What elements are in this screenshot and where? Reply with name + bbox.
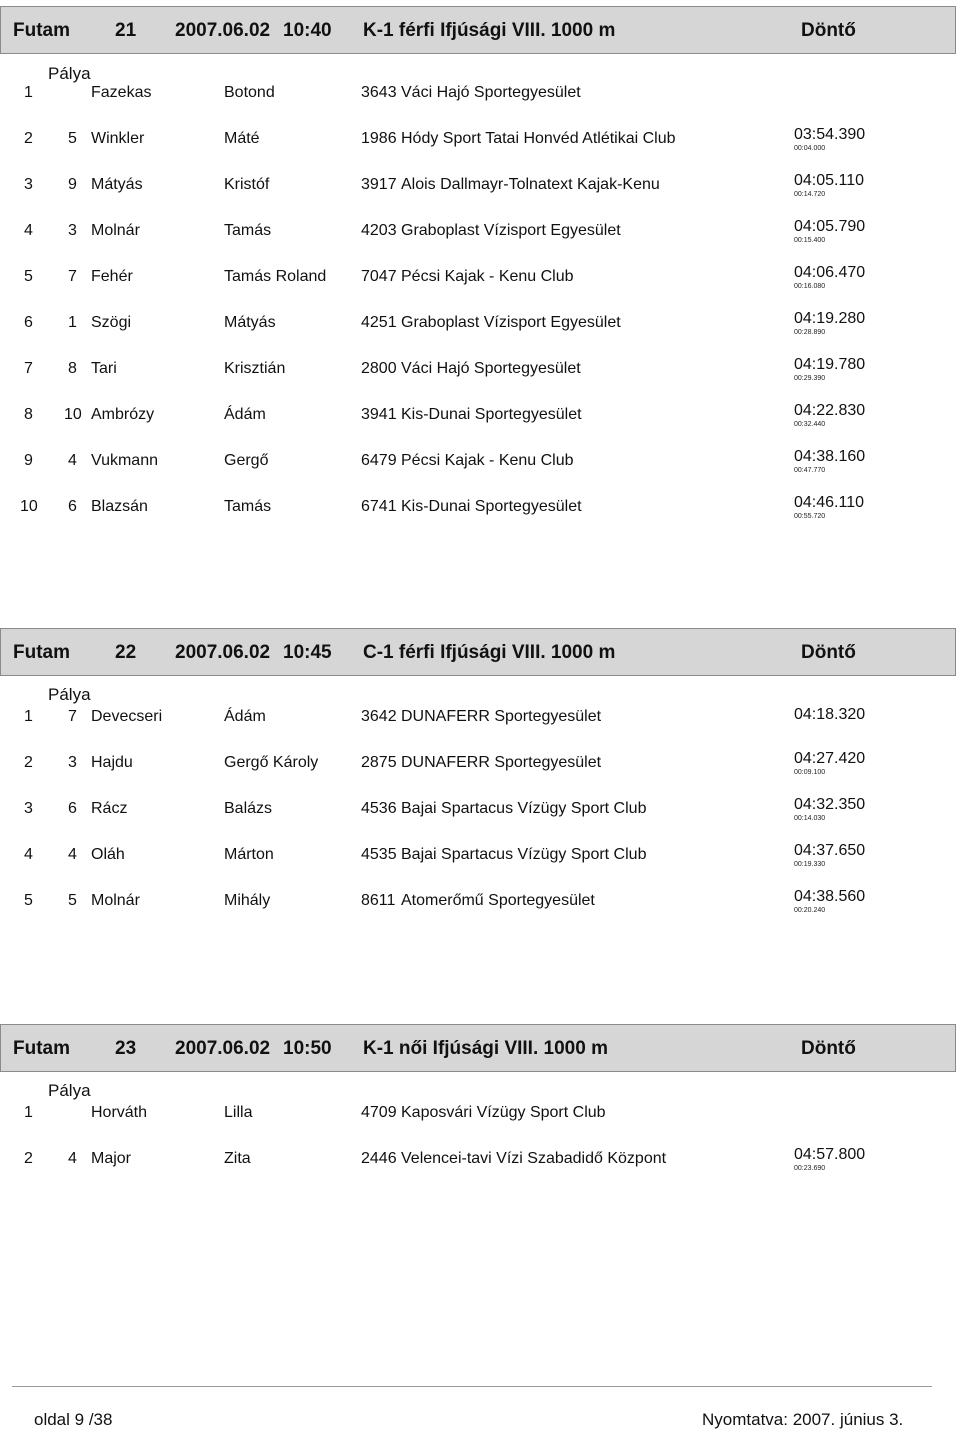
- lane: 4: [68, 1150, 77, 1167]
- last-name: Devecseri: [91, 708, 163, 725]
- final-label: Döntő: [801, 1038, 856, 1059]
- lane: 6: [68, 498, 77, 515]
- athlete-code: 4535: [361, 846, 397, 863]
- lane: 7: [68, 708, 77, 725]
- finish-time: 04:18.320: [794, 706, 866, 723]
- club-name: Kis-Dunai Sportegyesület: [401, 498, 582, 515]
- athlete-code: 2800: [361, 360, 397, 377]
- result-row: [0, 448, 960, 498]
- race-header: [0, 6, 956, 54]
- last-name: Molnár: [91, 892, 140, 909]
- lane-column-label: Pálya: [48, 1081, 91, 1100]
- first-name: Lilla: [224, 1104, 253, 1121]
- race-header: [0, 628, 956, 676]
- result-row: [0, 842, 960, 892]
- final-label: Döntő: [801, 642, 856, 663]
- place: 2: [24, 130, 33, 147]
- last-name: Molnár: [91, 222, 140, 239]
- athlete-code: 2875: [361, 754, 397, 771]
- first-name: Tamás: [224, 222, 272, 239]
- result-row: [0, 750, 960, 800]
- athlete-code: 1986: [361, 130, 397, 147]
- last-name: Hajdu: [91, 754, 133, 771]
- club-name: DUNAFERR Sportegyesület: [401, 708, 602, 725]
- club-name: Velencei-tavi Vízi Szabadidő Központ: [401, 1150, 667, 1167]
- result-row: [0, 126, 960, 176]
- time-difference: 00:19.330: [794, 861, 826, 868]
- athlete-code: 4203: [361, 222, 397, 239]
- last-name: Oláh: [91, 846, 125, 863]
- place: 4: [24, 222, 33, 239]
- club-name: Atomerőmű Sportegyesület: [401, 892, 595, 909]
- finish-time: 04:32.350: [794, 796, 866, 813]
- result-row: [0, 796, 960, 846]
- race-header: [0, 1024, 956, 1072]
- result-row: [0, 888, 960, 938]
- club-name: Kaposvári Vízügy Sport Club: [401, 1104, 606, 1121]
- club-name: Hódy Sport Tatai Honvéd Atlétikai Club: [401, 130, 676, 147]
- time-difference: 00:14.030: [794, 815, 826, 822]
- place: 3: [24, 800, 33, 817]
- futam-label: Futam: [13, 642, 70, 663]
- time-difference: 00:23.690: [794, 1165, 826, 1172]
- first-name: Tamás: [224, 498, 272, 515]
- result-row: [0, 1146, 960, 1196]
- club-name: Graboplast Vízisport Egyesület: [401, 222, 621, 239]
- finish-time: 04:38.560: [794, 888, 866, 905]
- result-row: [0, 264, 960, 314]
- race-category: C-1 férfi Ifjúsági VIII. 1000 m: [363, 642, 616, 663]
- result-row: [0, 494, 960, 544]
- last-name: Blazsán: [91, 498, 148, 515]
- club-name: Váci Hajó Sportegyesület: [401, 84, 581, 101]
- place: 6: [24, 314, 33, 331]
- first-name: Ádám: [224, 406, 266, 423]
- first-name: Tamás Roland: [224, 268, 327, 285]
- finish-time: 04:05.790: [794, 218, 866, 235]
- lane: 3: [68, 754, 77, 771]
- last-name: Major: [91, 1150, 132, 1167]
- place: 9: [24, 452, 33, 469]
- finish-time: 04:27.420: [794, 750, 866, 767]
- result-row: [0, 1104, 960, 1150]
- last-name: Vukmann: [91, 452, 158, 469]
- race-date: 2007.06.02: [175, 1038, 271, 1059]
- footer-divider: [12, 1386, 932, 1387]
- finish-time: 04:22.830: [794, 402, 866, 419]
- finish-time: 04:38.160: [794, 448, 866, 465]
- race-time: 10:40: [283, 20, 332, 41]
- race-date: 2007.06.02: [175, 20, 271, 41]
- print-date: Nyomtatva: 2007. június 3.: [702, 1410, 904, 1429]
- club-name: Alois Dallmayr-Tolnatext Kajak-Kenu: [401, 176, 660, 193]
- first-name: Ádám: [224, 708, 266, 725]
- lane: 10: [64, 406, 82, 423]
- place: 5: [24, 268, 33, 285]
- last-name: Winkler: [91, 130, 145, 147]
- finish-time: 04:57.800: [794, 1146, 866, 1163]
- lane: 7: [68, 268, 77, 285]
- race-category: K-1 férfi Ifjúsági VIII. 1000 m: [363, 20, 616, 41]
- last-name: Fehér: [91, 268, 133, 285]
- result-row: [0, 402, 960, 452]
- athlete-code: 3941: [361, 406, 397, 423]
- place: 1: [24, 708, 33, 725]
- athlete-code: 3642: [361, 708, 397, 725]
- lane-column-label: Pálya: [48, 64, 91, 83]
- time-difference: 00:47.770: [794, 467, 826, 474]
- club-name: Pécsi Kajak - Kenu Club: [401, 268, 574, 285]
- time-difference: 00:28.890: [794, 329, 826, 336]
- lane: 4: [68, 846, 77, 863]
- athlete-code: 6741: [361, 498, 397, 515]
- time-difference: 00:09.100: [794, 769, 826, 776]
- last-name: Szögi: [91, 314, 132, 331]
- time-difference: 00:15.400: [794, 237, 826, 244]
- athlete-code: 4251: [361, 314, 397, 331]
- time-difference: 00:55.720: [794, 513, 826, 520]
- place: 7: [24, 360, 33, 377]
- club-name: Bajai Spartacus Vízügy Sport Club: [401, 800, 647, 817]
- lane: 9: [68, 176, 77, 193]
- race-time: 10:50: [283, 1038, 332, 1059]
- club-name: Pécsi Kajak - Kenu Club: [401, 452, 574, 469]
- athlete-code: 3917: [361, 176, 397, 193]
- first-name: Krisztián: [224, 360, 286, 377]
- lane: 6: [68, 800, 77, 817]
- first-name: Botond: [224, 84, 275, 101]
- time-difference: 00:14.720: [794, 191, 826, 198]
- time-difference: 00:32.440: [794, 421, 826, 428]
- race-category: K-1 női Ifjúsági VIII. 1000 m: [363, 1038, 608, 1059]
- lane: 5: [68, 130, 77, 147]
- time-difference: 00:29.390: [794, 375, 826, 382]
- result-row: [0, 218, 960, 268]
- finish-time: 04:19.280: [794, 310, 866, 327]
- club-name: Kis-Dunai Sportegyesület: [401, 406, 582, 423]
- first-name: Gergő Károly: [224, 754, 319, 771]
- futam-label: Futam: [13, 20, 70, 41]
- last-name: Horváth: [91, 1104, 148, 1121]
- time-difference: 00:04.000: [794, 145, 826, 152]
- time-difference: 00:20.240: [794, 907, 826, 914]
- page-number: oldal 9 /38: [34, 1410, 113, 1429]
- last-name: Ambrózy: [91, 406, 155, 423]
- lane-column-label: Pálya: [48, 685, 91, 704]
- first-name: Kristóf: [224, 176, 270, 193]
- finish-time: 04:06.470: [794, 264, 866, 281]
- athlete-code: 2446: [361, 1150, 397, 1167]
- result-row: [0, 708, 960, 754]
- athlete-code: 6479: [361, 452, 397, 469]
- first-name: Zita: [224, 1150, 251, 1167]
- place: 1: [24, 84, 33, 101]
- finish-time: 04:19.780: [794, 356, 866, 373]
- first-name: Mátyás: [224, 314, 276, 331]
- result-row: [0, 84, 960, 130]
- athlete-code: 3643: [361, 84, 397, 101]
- athlete-code: 7047: [361, 268, 397, 285]
- race-date: 2007.06.02: [175, 642, 271, 663]
- place: 5: [24, 892, 33, 909]
- futam-label: Futam: [13, 1038, 70, 1059]
- lane: 4: [68, 452, 77, 469]
- first-name: Gergő: [224, 452, 269, 469]
- finish-time: 04:05.110: [794, 172, 864, 189]
- athlete-code: 8611: [361, 892, 396, 909]
- first-name: Mihály: [224, 892, 271, 909]
- lane: 8: [68, 360, 77, 377]
- place: 3: [24, 176, 33, 193]
- place: 4: [24, 846, 33, 863]
- result-row: [0, 310, 960, 360]
- last-name: Mátyás: [91, 176, 143, 193]
- place: 2: [24, 754, 33, 771]
- lane: 1: [68, 314, 77, 331]
- finish-time: 04:37.650: [794, 842, 866, 859]
- finish-time: 04:46.110: [794, 494, 864, 511]
- time-difference: 00:16.080: [794, 283, 826, 290]
- club-name: DUNAFERR Sportegyesület: [401, 754, 602, 771]
- first-name: Balázs: [224, 800, 273, 817]
- first-name: Márton: [224, 846, 274, 863]
- finish-time: 03:54.390: [794, 126, 866, 143]
- athlete-code: 4709: [361, 1104, 397, 1121]
- club-name: Váci Hajó Sportegyesület: [401, 360, 581, 377]
- final-label: Döntő: [801, 20, 856, 41]
- result-row: [0, 356, 960, 406]
- athlete-code: 4536: [361, 800, 397, 817]
- place: 10: [20, 498, 38, 515]
- club-name: Graboplast Vízisport Egyesület: [401, 314, 621, 331]
- place: 8: [24, 406, 33, 423]
- last-name: Tari: [91, 360, 117, 377]
- first-name: Máté: [224, 130, 260, 147]
- race-number: 22: [115, 642, 137, 663]
- club-name: Bajai Spartacus Vízügy Sport Club: [401, 846, 647, 863]
- result-row: [0, 172, 960, 222]
- last-name: Rácz: [91, 800, 128, 817]
- race-number: 21: [115, 20, 137, 41]
- place: 2: [24, 1150, 33, 1167]
- lane: 3: [68, 222, 77, 239]
- last-name: Fazekas: [91, 84, 152, 101]
- lane: 5: [68, 892, 77, 909]
- race-time: 10:45: [283, 642, 332, 663]
- place: 1: [24, 1104, 33, 1121]
- race-number: 23: [115, 1038, 137, 1059]
